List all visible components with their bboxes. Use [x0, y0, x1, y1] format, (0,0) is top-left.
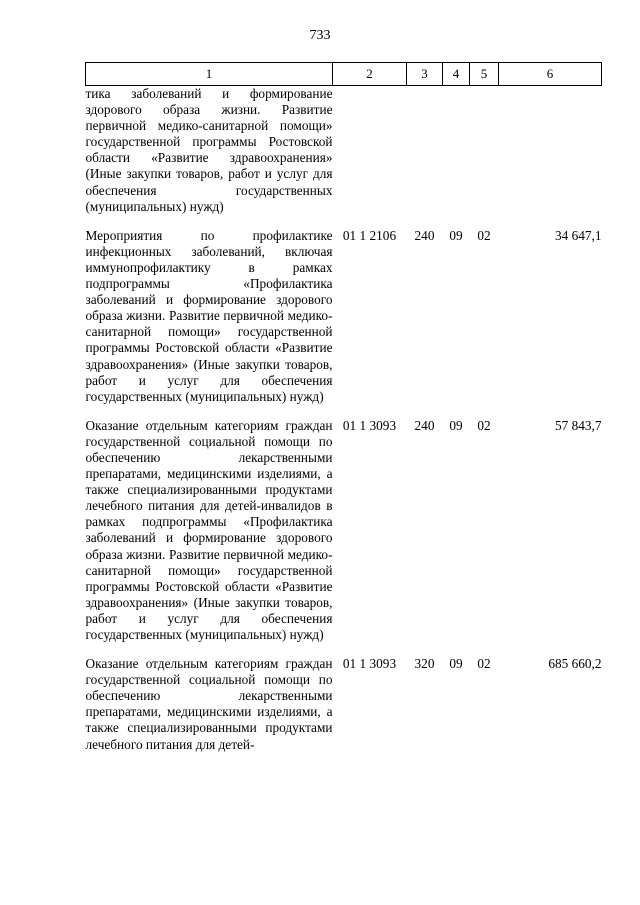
- table-row: [86, 656, 602, 753]
- column-header-2: 2: [333, 63, 407, 86]
- row-amount: [499, 86, 602, 215]
- row-rz: 09: [449, 417, 463, 433]
- page-number: 733: [309, 28, 331, 43]
- row-csr: 01 1 3093: [342, 417, 397, 433]
- row-amount: 57 843,7: [554, 417, 602, 433]
- row-vr: 320: [414, 656, 435, 672]
- column-header-3: 3: [407, 63, 443, 86]
- row-gap: [86, 643, 602, 656]
- column-header-4: 4: [443, 63, 470, 86]
- row-csr: 01 1 2106: [342, 227, 397, 243]
- row-amount: 685 660,2: [548, 656, 602, 672]
- row-gap: [86, 405, 602, 418]
- table-row: [86, 86, 602, 215]
- row-description: Мероприятия по профилактике инфекционных заболеваний, включая иммунопрофилактику в рамках подпрограммы «Профилактика заболеваний и формирование здорового образа жизни. Развитие первичной медико-санитарной помощи» государственной программы Ростовской области «Развитие здравоохранения» (Иные закупки товаров, работ и услуг для обеспечения государственных (муниципальных) нужд): [85, 227, 333, 404]
- column-header-1: 1: [86, 63, 333, 86]
- row-gap: [86, 215, 602, 228]
- row-vr: 240: [414, 227, 435, 243]
- table-row: [86, 228, 602, 405]
- row-description: Оказание отдельным категориям граждан государственной социальной помощи по обеспечению лекарственными препаратами, медицинскими изделиями, а также специализированными продуктами лечебного питания для детей-: [85, 656, 333, 752]
- table-header-row: [86, 63, 602, 86]
- table-row: [86, 418, 602, 643]
- row-description: Оказание отдельным категориям граждан государственной социальной помощи по обеспечению лекарственными препаратами, медицинскими изделиями, а также специализированными продуктами лечебного питания для детей-инвалидов в рамках подпрограммы «Профилактика заболеваний и формирование здорового образа жизни. Развитие первичной медико-санитарной помощи» государственной программы Ростовской области «Развитие здравоохранения» (Иные закупки товаров, работ и услуг для обеспечения государственных (муниципальных) нужд): [85, 417, 333, 642]
- row-csr: 01 1 3093: [342, 656, 397, 672]
- row-pr: 02: [477, 227, 491, 243]
- row-description: тика заболеваний и формирование здорового образа жизни. Развитие первичной медико-санитарной помощи» государственной программы Ростовской области «Развитие здравоохранения» (Иные закупки товаров, работ и услуг для обеспечения государственных (муниципальных) нужд): [85, 86, 333, 214]
- row-vr: [407, 86, 443, 215]
- row-pr: 02: [477, 656, 491, 672]
- row-rz: 09: [449, 656, 463, 672]
- row-pr: [470, 86, 499, 215]
- row-csr: [333, 86, 407, 215]
- budget-table: [85, 62, 602, 753]
- row-rz: [443, 86, 470, 215]
- row-rz: 09: [449, 227, 463, 243]
- row-amount: 34 647,1: [554, 227, 602, 243]
- row-pr: 02: [477, 417, 491, 433]
- row-vr: 240: [414, 417, 435, 433]
- column-header-5: 5: [470, 63, 499, 86]
- column-header-6: 6: [499, 63, 602, 86]
